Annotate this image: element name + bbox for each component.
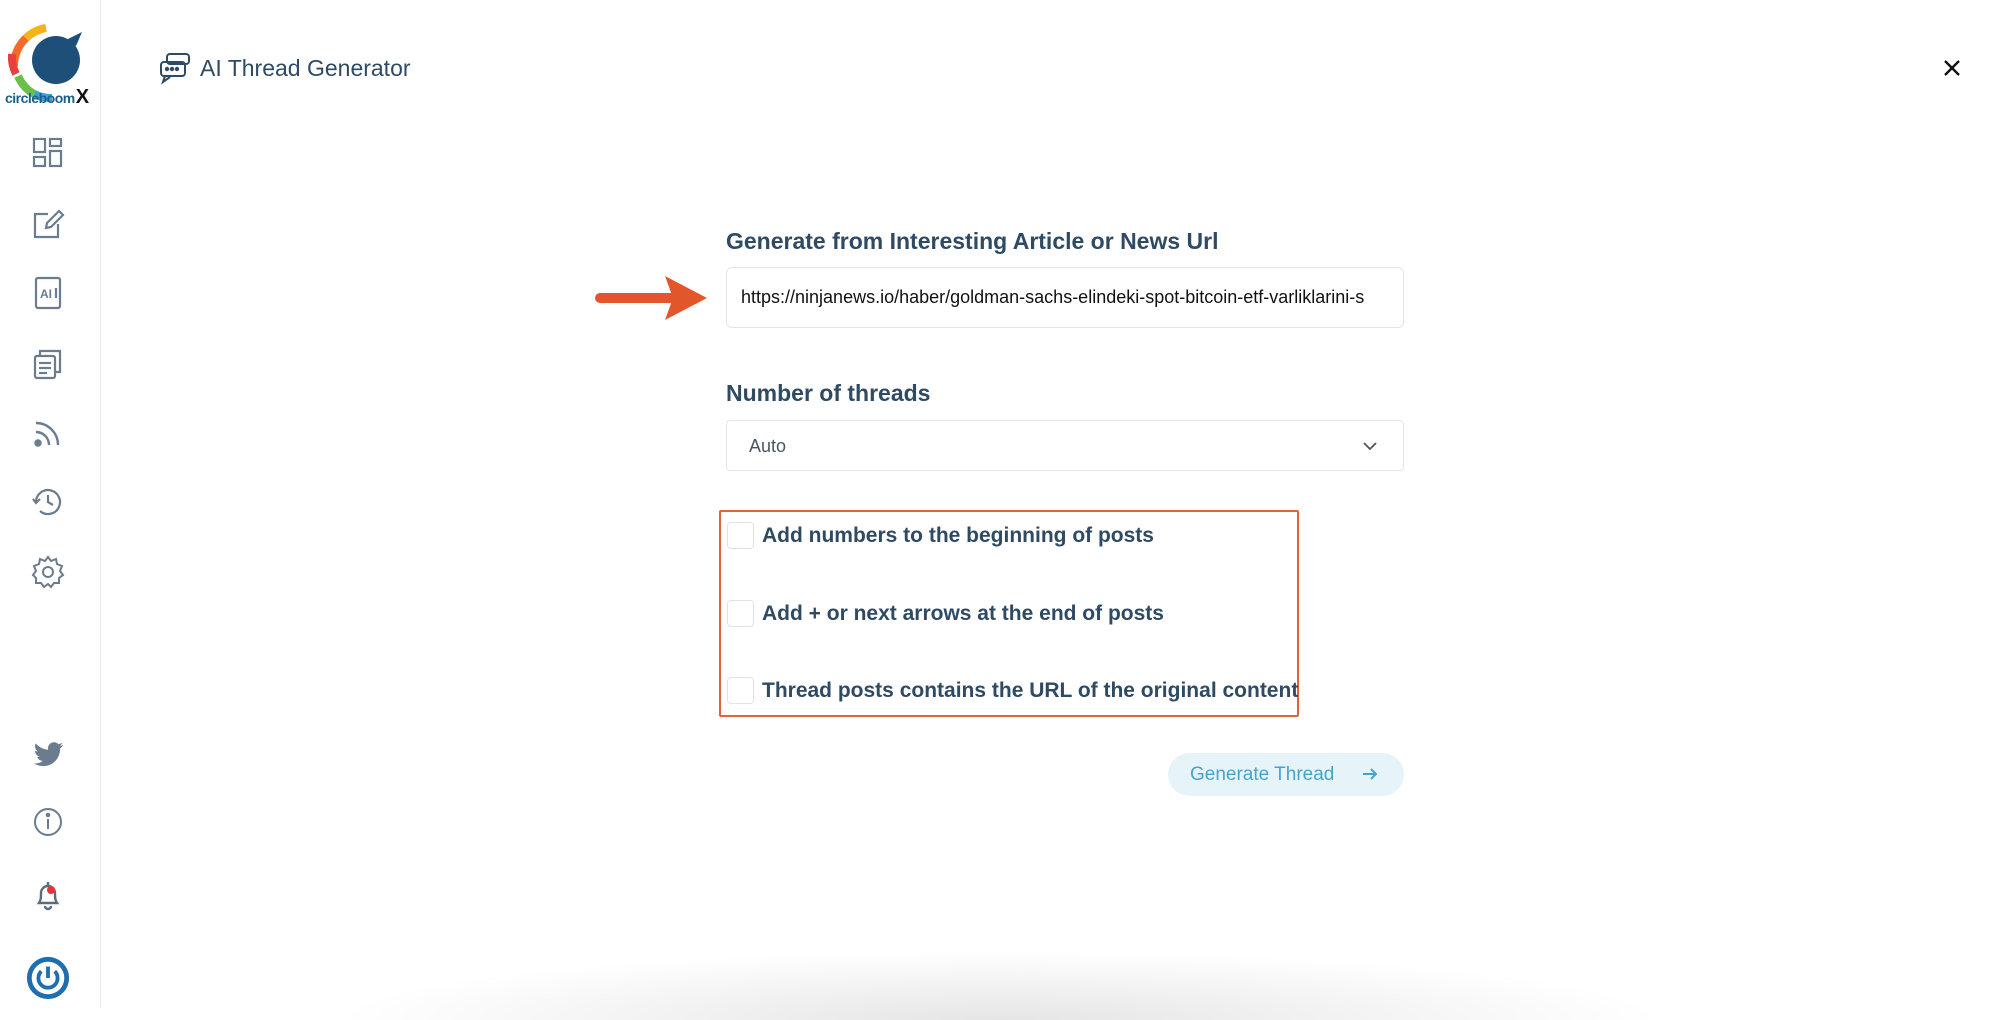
generate-thread-label: Generate Thread — [1190, 764, 1335, 785]
threads-select-value: Auto — [749, 436, 787, 456]
compose-icon[interactable] — [28, 204, 68, 244]
info-icon[interactable] — [28, 802, 68, 842]
annotation-arrow-icon — [595, 272, 711, 324]
url-input[interactable] — [726, 267, 1404, 328]
rss-icon[interactable] — [28, 413, 68, 453]
close-button[interactable] — [1937, 53, 1967, 83]
bottom-shadow — [330, 950, 1670, 1020]
generate-thread-button[interactable] — [1168, 753, 1404, 796]
checkbox[interactable] — [727, 522, 754, 549]
checkbox[interactable] — [727, 677, 754, 704]
threads-select[interactable] — [726, 420, 1404, 471]
checkbox[interactable] — [727, 600, 754, 627]
option-label: Thread posts contains the URL of the original content — [762, 679, 1299, 702]
logo-text: circleboomX — [5, 86, 89, 108]
bell-icon[interactable] — [28, 875, 68, 915]
arrow-right-icon — [1360, 764, 1380, 784]
ai-icon[interactable] — [28, 273, 68, 313]
option-add-arrows[interactable] — [727, 600, 1287, 630]
thread-icon — [157, 50, 193, 86]
option-label: Add numbers to the beginning of posts — [762, 524, 1154, 547]
power-icon[interactable] — [24, 954, 72, 1002]
sidebar — [0, 0, 101, 1008]
twitter-icon[interactable] — [28, 734, 68, 774]
threads-label: Number of threads — [726, 380, 931, 406]
option-include-url[interactable] — [727, 677, 1299, 707]
option-label: Add + or next arrows at the end of posts — [762, 602, 1164, 625]
page-title: AI Thread Generator — [200, 55, 411, 81]
svg-text:AI: AI — [40, 287, 52, 301]
settings-icon[interactable] — [28, 552, 68, 592]
option-add-numbers[interactable] — [727, 522, 1287, 552]
articles-icon[interactable] — [28, 343, 68, 383]
dashboard-icon[interactable] — [28, 133, 68, 173]
schedule-icon[interactable] — [28, 482, 68, 522]
url-label: Generate from Interesting Article or News Url — [726, 228, 1219, 254]
close-icon — [1942, 58, 1962, 78]
chevron-down-icon — [1359, 435, 1381, 457]
